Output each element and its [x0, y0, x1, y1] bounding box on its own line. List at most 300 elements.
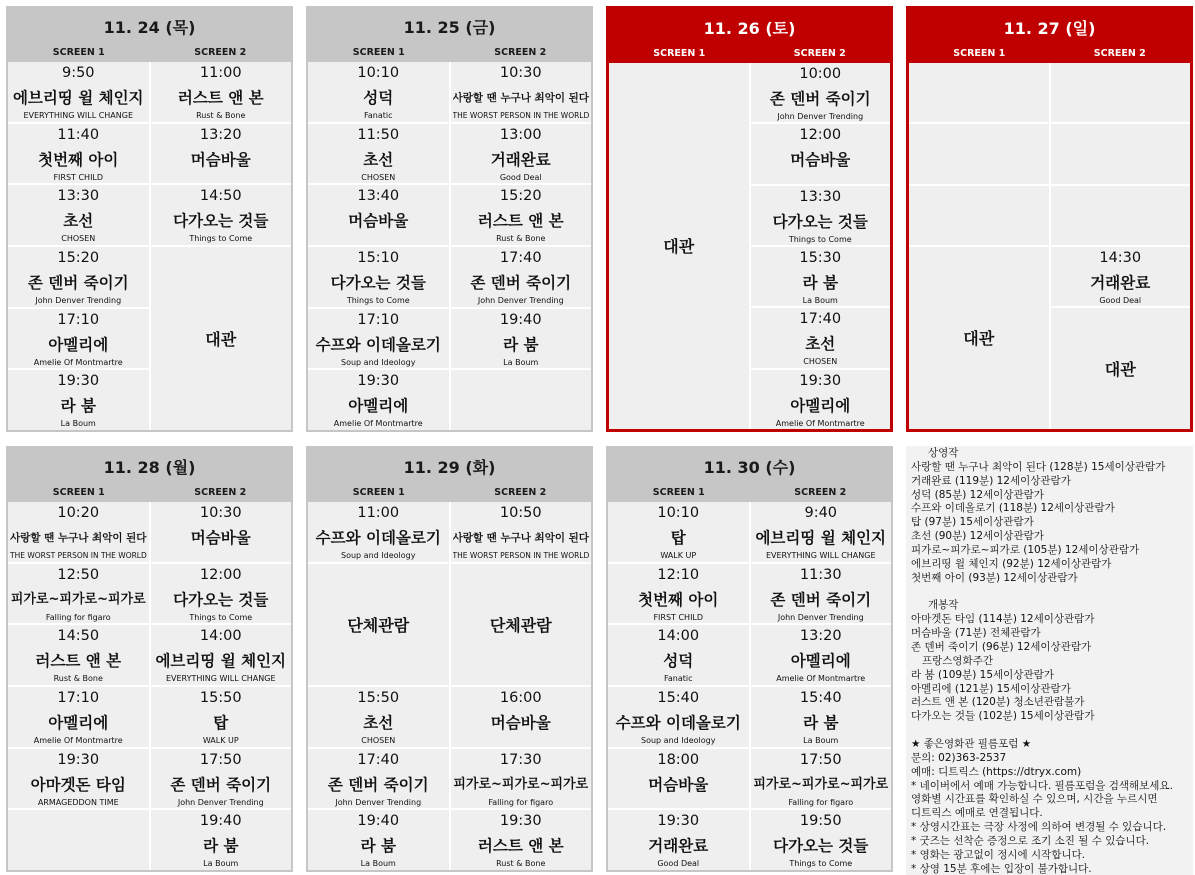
showtime-time: 13:00 — [499, 126, 542, 143]
showtime-slot — [308, 810, 449, 870]
movie-title-en: Things to Come — [189, 612, 253, 622]
showtime-time: 15:40 — [657, 690, 700, 706]
showtime-slot — [751, 687, 892, 747]
notes-film-line: 첫번째 아이 (93분) 12세이상관람가 — [911, 571, 1078, 584]
movie-title-ko: 아마겟돈 타임 — [30, 775, 126, 794]
booked-slot — [1051, 308, 1191, 429]
notes-film-line: 성덕 (85분) 12세이상관람가 — [911, 488, 1044, 501]
notes-info-line: * 상영 15분 후에는 입장이 불가합니다. — [911, 862, 1092, 875]
showtime-time: 15:50 — [199, 690, 242, 706]
movie-title-en: Soup and Ideology — [341, 357, 416, 367]
notes-film-line: 에브리띵 윌 체인지 (92분) 12세이상관람가 — [911, 557, 1112, 570]
notes-info-line: 영화별 시간표를 확인하실 수 있으며, 시간을 누르시면 — [911, 793, 1158, 806]
notes-info-line: 예매: 디트릭스 (https://dtryx.com) — [911, 765, 1082, 778]
day-date: 11. 24 (목) — [8, 8, 291, 44]
screen-1-label: SCREEN 1 — [352, 47, 405, 58]
booked-slot — [609, 63, 749, 429]
showtime-time: 14:50 — [57, 628, 100, 645]
movie-title-en: Falling for figaro — [45, 612, 111, 622]
day-timetable — [609, 63, 890, 429]
showtime-time: 17:40 — [499, 250, 542, 266]
empty-slot — [1051, 186, 1191, 245]
showtime-time: 17:50 — [799, 751, 842, 768]
showtime-time: 15:30 — [799, 249, 842, 266]
notes-film-line: 머슴바울 (71분) 전체관람가 — [911, 627, 1041, 640]
showtime-time: 11:00 — [357, 505, 400, 521]
showtime-time: 15:20 — [57, 250, 100, 266]
empty-slot — [909, 63, 1049, 122]
notes-film-line: 아마겟돈 타임 (114분) 12세이상관람가 — [911, 613, 1095, 626]
showtime-time: 12:00 — [199, 566, 242, 583]
showtime-slot — [308, 309, 449, 369]
movie-title-ko: 존 덴버 죽이기 — [170, 775, 272, 794]
movie-title-en: John Denver Trending — [177, 797, 264, 807]
showtime-slot — [308, 502, 449, 562]
movie-title-en: Amelie Of Montmartre — [775, 418, 865, 428]
day-schedule — [606, 6, 893, 432]
movie-title-ko: 아멜리에 — [790, 396, 851, 415]
showtime-time: 10:30 — [499, 65, 542, 81]
showtime-slot — [151, 564, 292, 624]
movie-title-en: Good Deal — [1099, 295, 1142, 305]
notes-film-line: 피가로~피가로~피가로 (105분) 12세이상관람가 — [911, 544, 1140, 557]
movie-title-ko: 러스트 앤 본 — [477, 837, 564, 856]
booked-slot — [308, 564, 449, 685]
day-timetable — [8, 502, 291, 870]
day-timetable — [308, 502, 591, 870]
movie-title-ko: 아멜리에 — [348, 397, 409, 416]
schedule-board — [6, 6, 1193, 875]
screen-2-label: SCREEN 2 — [194, 47, 247, 58]
movie-title-ko: 거래완료 — [1090, 273, 1151, 292]
movie-title-en: THE WORST PERSON IN THE WORLD — [452, 111, 589, 120]
movie-title-ko: 아멜리에 — [48, 335, 109, 354]
movie-title-ko: 머슴바울 — [490, 714, 551, 732]
showtime-time: 13:30 — [57, 188, 100, 205]
movie-title-ko: 라 붐 — [60, 397, 96, 416]
day-schedule — [6, 6, 293, 432]
notes-film-line: 거래완료 (119분) 12세이상관람가 — [911, 474, 1071, 487]
showtime-slot — [8, 309, 149, 369]
showtime-time: 11:30 — [799, 566, 842, 583]
movie-title-en: John Denver Trending — [777, 612, 864, 622]
showtime-time: 17:30 — [499, 751, 542, 768]
movie-title-en: FIRST CHILD — [53, 172, 104, 182]
movie-title-ko: 머슴바울 — [790, 151, 851, 170]
movie-title-ko: 존 덴버 죽이기 — [769, 90, 871, 108]
movie-title-en: Soup and Ideology — [341, 551, 416, 560]
showtime-time: 17:10 — [57, 311, 100, 328]
day-date: 11. 30 (수) — [608, 448, 891, 484]
movie-title-ko: 피가로~피가로~피가로 — [453, 776, 589, 792]
movie-title-en: Things to Come — [788, 234, 852, 244]
notes-spacer — [911, 586, 1190, 600]
screen-2-label: SCREEN 2 — [793, 48, 846, 59]
screen-header-row — [608, 484, 891, 502]
movie-title-ko: 에브리띵 윌 체인지 — [755, 529, 887, 547]
showtime-time: 17:10 — [357, 311, 400, 328]
showtime-slot — [8, 502, 149, 562]
movie-title-en: John Denver Trending — [335, 797, 422, 807]
movie-title-ko: 사랑할 땐 누구나 최악이 된다 — [452, 92, 589, 104]
movie-title-en: Fanatic — [664, 674, 693, 684]
screen-header-row — [609, 45, 890, 63]
showtime-slot — [751, 247, 891, 306]
movie-title-en: John Denver Trending — [777, 112, 864, 121]
movie-title-en: CHOSEN — [61, 234, 96, 244]
empty-slot — [1051, 63, 1191, 122]
movie-title-en: Amelie Of Montmartre — [33, 357, 123, 367]
showtime-time: 14:50 — [199, 188, 242, 205]
showtime-time: 12:10 — [657, 566, 700, 583]
showtime-time: 19:30 — [657, 813, 700, 830]
notes-info-line: * 상영시간표는 극장 사정에 의하여 변경될 수 있습니다. — [911, 821, 1167, 834]
showtime-slot — [308, 185, 449, 245]
movie-title-en: Rust & Bone — [53, 674, 103, 684]
movie-title-en: THE WORST PERSON IN THE WORLD — [452, 551, 589, 560]
showtime-slot — [151, 749, 292, 809]
showtime-time: 13:20 — [199, 126, 242, 143]
day-schedule — [906, 6, 1193, 432]
screen-1-label: SCREEN 1 — [352, 487, 405, 498]
screen-header-row — [308, 484, 591, 502]
notes-spacer — [911, 724, 1190, 738]
showtime-time: 13:40 — [357, 188, 400, 205]
movie-title-en: CHOSEN — [361, 172, 396, 182]
movie-title-ko: 머슴바울 — [348, 212, 409, 231]
movie-title-en: Things to Come — [189, 234, 253, 244]
showtime-slot — [8, 687, 149, 747]
movie-title-en: Rust & Bone — [496, 234, 546, 244]
screen-header-row — [308, 44, 591, 62]
showtime-slot — [751, 370, 891, 429]
showtime-slot — [451, 810, 592, 870]
showtime-slot — [608, 502, 749, 562]
movie-title-ko: 다가오는 것들 — [772, 212, 868, 231]
movie-title-ko: 아멜리에 — [48, 714, 109, 732]
screen-header-row — [8, 484, 291, 502]
screen-header-row — [8, 44, 291, 62]
screen-2-label: SCREEN 2 — [1093, 48, 1146, 59]
booking-label: 대관 — [963, 329, 995, 349]
showtime-slot — [751, 810, 892, 870]
movie-title-en: La Boum — [803, 736, 839, 745]
showtime-slot — [451, 185, 592, 245]
showtime-slot — [451, 62, 592, 122]
movie-title-ko: 아멜리에 — [790, 652, 851, 671]
screen-2-label: SCREEN 2 — [494, 487, 547, 498]
movie-title-ko: 다가오는 것들 — [173, 590, 269, 609]
movie-title-ko: 초선 — [63, 212, 94, 231]
showtime-slot — [1051, 247, 1191, 306]
movie-title-en: Rust & Bone — [496, 859, 546, 869]
notes-info-line: * 굿즈는 선착순 증정으로 조기 소진 될 수 있습니다. — [911, 835, 1150, 848]
showtime-time: 14:00 — [657, 628, 700, 645]
movie-title-ko: 피가로~피가로~피가로 — [10, 591, 146, 607]
showtime-slot — [8, 247, 149, 307]
showtime-slot — [608, 810, 749, 870]
movie-title-ko: 초선 — [363, 150, 394, 169]
movie-title-en: EVERYTHING WILL CHANGE — [765, 551, 876, 560]
movie-title-ko: 거래완료 — [490, 150, 551, 169]
showtime-slot — [751, 308, 891, 367]
movie-title-en: THE WORST PERSON IN THE WORLD — [10, 551, 147, 560]
movie-title-ko: 탑 — [670, 529, 686, 547]
notes-heading-now-showing: 상영작 — [928, 447, 959, 459]
day-timetable — [909, 63, 1190, 429]
movie-title-en: Good Deal — [499, 172, 542, 182]
notes-film-line: 탑 (97분) 15세이상관람가 — [911, 516, 1034, 529]
day-schedule — [306, 6, 593, 432]
empty-slot — [909, 124, 1049, 183]
movie-title-ko: 라 붐 — [360, 837, 396, 856]
movie-title-en: WALK UP — [202, 736, 239, 745]
showtime-slot — [8, 370, 149, 430]
showtime-slot — [8, 625, 149, 685]
notes-film-line: 러스트 앤 본 (120분) 청소년관람불가 — [911, 696, 1085, 709]
showtime-time: 10:10 — [657, 505, 700, 521]
showtime-slot — [608, 564, 749, 624]
movie-title-ko: 라 붐 — [802, 273, 838, 292]
showtime-time: 10:50 — [499, 505, 542, 521]
showtime-slot — [8, 749, 149, 809]
showtime-slot — [308, 749, 449, 809]
movie-title-ko: 다가오는 것들 — [173, 212, 269, 231]
showtime-slot — [608, 749, 749, 809]
notes-film-line: 아멜리에 (121분) 15세이상관람가 — [911, 682, 1071, 695]
movie-title-en: CHOSEN — [361, 736, 396, 745]
booking-label: 대관 — [663, 237, 695, 257]
screen-1-label: SCREEN 1 — [52, 47, 105, 58]
showtime-time: 15:10 — [357, 250, 400, 266]
showtime-slot — [751, 564, 892, 624]
notes-panel — [906, 446, 1193, 875]
movie-title-ko: 머슴바울 — [648, 775, 709, 794]
showtime-time: 15:50 — [357, 690, 400, 706]
showtime-slot — [151, 687, 292, 747]
movie-title-ko: 피가로~피가로~피가로 — [753, 776, 889, 792]
movie-title-ko: 수프와 이데올로기 — [315, 335, 441, 354]
notes-info-line: 디트릭스 예매로 연결됩니다. — [911, 807, 1043, 820]
day-schedule — [306, 446, 593, 872]
movie-title-ko: 에브리띵 윌 체인지 — [155, 652, 287, 671]
showtime-slot — [8, 124, 149, 184]
showtime-slot — [308, 247, 449, 307]
showtime-slot — [751, 124, 891, 183]
showtime-time: 17:10 — [57, 690, 100, 706]
movie-title-en: ARMAGEDDON TIME — [37, 797, 119, 807]
showtime-slot — [8, 185, 149, 245]
movie-title-en: La Boum — [503, 357, 539, 367]
showtime-slot — [751, 502, 892, 562]
showtime-time: 10:10 — [357, 65, 400, 81]
screen-1-label: SCREEN 1 — [652, 487, 705, 498]
showtime-time: 19:40 — [357, 813, 400, 830]
movie-title-en: Things to Come — [789, 859, 853, 869]
notes-film-line: 사랑할 땐 누구나 최악이 된다 (128분) 15세이상관람가 — [911, 460, 1166, 473]
showtime-slot — [151, 124, 292, 184]
movie-title-ko: 사랑할 땐 누구나 최악이 된다 — [452, 532, 589, 544]
screen-1-label: SCREEN 1 — [653, 48, 706, 59]
movie-title-ko: 초선 — [805, 335, 836, 354]
day-date: 11. 25 (금) — [308, 8, 591, 44]
showtime-slot — [451, 124, 592, 184]
showtime-slot — [751, 625, 892, 685]
showtime-time: 17:40 — [357, 751, 400, 768]
day-schedule — [606, 446, 893, 872]
notes-film-line: 라 붐 (109분) 15세이상관람가 — [911, 668, 1054, 681]
movie-title-ko: 초선 — [363, 714, 394, 732]
screen-2-label: SCREEN 2 — [794, 487, 847, 498]
showtime-time: 19:30 — [799, 372, 842, 389]
empty-slot — [8, 810, 149, 870]
showtime-time: 19:40 — [199, 813, 242, 830]
showtime-slot — [308, 124, 449, 184]
showtime-slot — [451, 309, 592, 369]
screen-2-label: SCREEN 2 — [494, 47, 547, 58]
showtime-slot — [151, 502, 292, 562]
screen-2-label: SCREEN 2 — [194, 487, 247, 498]
showtime-slot — [151, 185, 292, 245]
showtime-time: 19:30 — [57, 751, 100, 768]
movie-title-ko: 라 붐 — [203, 837, 239, 856]
showtime-slot — [308, 687, 449, 747]
movie-title-ko: 러스트 앤 본 — [35, 652, 122, 671]
showtime-time: 18:00 — [657, 751, 700, 768]
empty-slot — [1051, 124, 1191, 183]
showtime-time: 15:40 — [799, 690, 842, 706]
showtime-time: 11:00 — [199, 65, 242, 81]
showtime-slot — [751, 186, 891, 245]
movie-title-ko: 라 붐 — [803, 714, 839, 732]
day-timetable — [608, 502, 891, 870]
day-timetable — [308, 62, 591, 430]
movie-title-ko: 에브리띵 윌 체인지 — [12, 89, 144, 107]
movie-title-ko: 첫번째 아이 — [638, 590, 719, 609]
showtime-slot — [451, 502, 592, 562]
movie-title-en: Things to Come — [346, 296, 410, 305]
movie-title-ko: 수프와 이데올로기 — [315, 529, 441, 547]
movie-title-ko: 첫번째 아이 — [38, 150, 119, 169]
day-date: 11. 29 (화) — [308, 448, 591, 484]
movie-title-ko: 존 덴버 죽이기 — [327, 775, 429, 794]
movie-title-ko: 존 덴버 죽이기 — [470, 274, 572, 292]
movie-title-en: La Boum — [60, 419, 96, 429]
showtime-time: 13:30 — [799, 188, 842, 205]
notes-heading-new-release: 개봉작 — [928, 599, 959, 612]
theater-name: ★ 좋은영화관 필름포럼 ★ — [911, 738, 1032, 751]
movie-title-ko: 사랑할 땐 누구나 최악이 된다 — [10, 532, 147, 544]
movie-title-en: La Boum — [802, 295, 838, 305]
showtime-time: 10:20 — [57, 505, 100, 521]
showtime-time: 9:40 — [804, 505, 838, 521]
showtime-time: 14:30 — [1099, 249, 1142, 266]
booking-label: 단체관람 — [489, 615, 552, 635]
movie-title-en: Falling for figaro — [788, 797, 854, 807]
booking-label: 대관 — [1104, 360, 1136, 380]
notes-film-line: 초선 (90분) 12세이상관람가 — [911, 530, 1044, 543]
showtime-slot — [151, 810, 292, 870]
notes-info-line: * 영화는 광고없이 정시에 시작합니다. — [911, 848, 1086, 861]
day-date: 11. 27 (일) — [909, 9, 1190, 45]
showtime-time: 11:40 — [57, 126, 100, 143]
movie-title-en: Rust & Bone — [196, 111, 246, 120]
movie-title-ko: 존 덴버 죽이기 — [770, 590, 872, 609]
showtime-slot — [451, 687, 592, 747]
movie-title-ko: 성덕 — [663, 652, 694, 671]
showtime-slot — [608, 687, 749, 747]
movie-title-en: Good Deal — [657, 859, 700, 869]
showtime-time: 19:40 — [499, 311, 542, 328]
showtime-slot — [8, 62, 149, 122]
day-schedule — [6, 446, 293, 872]
showtime-slot — [151, 625, 292, 685]
movie-title-ko: 머슴바울 — [190, 150, 251, 169]
showtime-slot — [608, 625, 749, 685]
showtime-slot — [451, 247, 592, 307]
movie-title-ko: 탑 — [213, 714, 229, 732]
movie-title-en: Amelie Of Montmartre — [333, 419, 423, 429]
showtime-time: 15:20 — [499, 188, 542, 205]
booked-slot — [451, 564, 592, 685]
screen-1-label: SCREEN 1 — [953, 48, 1006, 59]
booked-slot — [151, 247, 292, 430]
notes-info-line: * 네이버에서 예매 가능합니다. 필름포럼을 검색해보세요. — [911, 779, 1173, 792]
showtime-time: 16:00 — [499, 690, 542, 706]
showtime-time: 17:40 — [799, 311, 842, 328]
movie-title-en: Amelie Of Montmartre — [33, 736, 123, 745]
screen-1-label: SCREEN 1 — [52, 487, 105, 498]
showtime-slot — [308, 62, 449, 122]
showtime-slot — [751, 63, 891, 122]
showtime-time: 19:50 — [799, 813, 842, 830]
showtime-slot — [308, 370, 449, 430]
movie-title-ko: 다가오는 것들 — [773, 837, 869, 856]
movie-title-en: Soup and Ideology — [641, 736, 716, 745]
movie-title-en: FIRST CHILD — [653, 612, 704, 622]
movie-title-en: Falling for figaro — [488, 797, 554, 807]
movie-title-ko: 수프와 이데올로기 — [615, 714, 741, 732]
movie-title-en: La Boum — [203, 859, 239, 869]
day-timetable — [8, 62, 291, 430]
notes-film-line: 존 덴버 죽이기 (96분) 12세이상관람가 — [911, 641, 1092, 654]
movie-title-ko: 거래완료 — [648, 837, 709, 856]
movie-title-ko: 머슴바울 — [190, 529, 251, 547]
screen-header-row — [909, 45, 1190, 63]
notes-film-line: 다가오는 것들 (102분) 15세이상관람가 — [911, 710, 1095, 723]
empty-slot — [909, 186, 1049, 245]
showtime-time: 19:30 — [499, 813, 542, 830]
movie-title-ko: 존 덴버 죽이기 — [27, 274, 129, 292]
showtime-slot — [8, 564, 149, 624]
day-date: 11. 28 (월) — [8, 448, 291, 484]
showtime-slot — [451, 749, 592, 809]
showtime-time: 11:50 — [357, 126, 400, 143]
showtime-time: 12:50 — [57, 566, 100, 583]
movie-title-en: Amelie Of Montmartre — [776, 674, 866, 684]
showtime-time: 10:30 — [199, 505, 242, 521]
showtime-time: 14:00 — [199, 628, 242, 645]
movie-title-en: La Boum — [360, 859, 396, 869]
movie-title-en: John Denver Trending — [477, 296, 564, 305]
showtime-time: 19:30 — [57, 373, 100, 390]
booked-slot — [909, 247, 1049, 429]
empty-slot — [451, 370, 592, 430]
movie-title-en: John Denver Trending — [35, 296, 122, 305]
movie-title-en: EVERYTHING WILL CHANGE — [23, 111, 134, 120]
showtime-slot — [151, 62, 292, 122]
movie-title-en: CHOSEN — [803, 357, 838, 367]
